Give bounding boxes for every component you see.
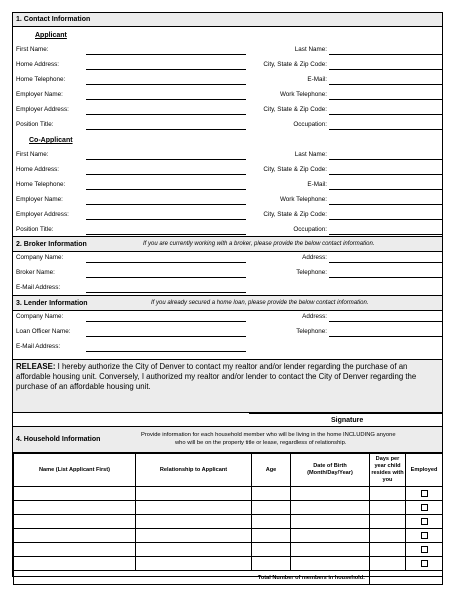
applicant-subheading: Applicant [35, 32, 67, 39]
field-label: Telephone: [296, 328, 327, 335]
application-form [12, 12, 443, 581]
table-cell[interactable] [252, 501, 291, 515]
field-input-line[interactable] [86, 54, 246, 55]
employed-checkbox[interactable] [421, 546, 428, 553]
field-label: First Name: [16, 151, 49, 158]
field-input-line[interactable] [86, 204, 246, 205]
household-table [13, 453, 443, 585]
table-cell[interactable] [291, 557, 370, 571]
table-row [14, 515, 443, 529]
field-label: E-Mail: [307, 181, 327, 188]
broker-header: 2. Broker Information [16, 241, 87, 248]
lender-note: If you already secured a home loan, please provide the below contact information. [151, 300, 369, 306]
field-input-line[interactable] [86, 351, 246, 352]
field-input-line[interactable] [86, 262, 246, 263]
field-input-line[interactable] [86, 189, 246, 190]
field-label: Work Telephone: [279, 196, 327, 203]
broker-header-band [13, 236, 442, 252]
field-label: Loan Officer Name: [16, 328, 71, 335]
field-input-line[interactable] [329, 219, 442, 220]
field-label: Address: [302, 313, 327, 320]
table-cell[interactable] [14, 515, 136, 529]
field-input-line[interactable] [329, 234, 442, 235]
field-input-line[interactable] [329, 54, 442, 55]
release-title: RELEASE: [16, 362, 56, 371]
table-cell[interactable] [291, 501, 370, 515]
table-cell[interactable] [252, 543, 291, 557]
signature-label: Signature [331, 417, 364, 424]
field-label: Employer Name: [16, 91, 63, 98]
table-row [14, 557, 443, 571]
field-input-line[interactable] [86, 129, 246, 130]
field-label: E-Mail Address: [16, 284, 61, 291]
field-input-line[interactable] [86, 114, 246, 115]
field-label: Home Telephone: [16, 181, 66, 188]
field-label: Position Title: [16, 121, 54, 128]
field-input-line[interactable] [329, 99, 442, 100]
household-note-line1: Provide information for each household member who will be living in the home INCLUDING anyone [141, 432, 396, 438]
field-input-line[interactable] [329, 129, 442, 130]
table-cell[interactable] [136, 529, 252, 543]
employed-checkbox[interactable] [421, 560, 428, 567]
employed-checkbox[interactable] [421, 490, 428, 497]
field-label: City, State & Zip Code: [263, 211, 327, 218]
release-text-block [16, 362, 441, 392]
household-column-header: Relationship to Applicant [136, 454, 252, 487]
field-input-line[interactable] [329, 69, 442, 70]
employed-checkbox[interactable] [421, 504, 428, 511]
table-cell[interactable] [136, 501, 252, 515]
table-cell[interactable] [370, 529, 406, 543]
table-cell[interactable] [14, 557, 136, 571]
contact-header: 1. Contact Information [16, 16, 91, 23]
table-cell[interactable] [136, 487, 252, 501]
field-label: Occupation: [293, 121, 327, 128]
table-row [14, 501, 443, 515]
table-cell[interactable] [291, 515, 370, 529]
field-label: Home Address: [16, 61, 60, 68]
total-label: Total Number of members in household: [14, 571, 370, 585]
field-label: Last Name: [294, 151, 327, 158]
field-label: Employer Name: [16, 196, 63, 203]
field-label: Position Title: [16, 226, 54, 233]
table-cell[interactable] [14, 487, 136, 501]
table-cell[interactable] [291, 529, 370, 543]
table-cell[interactable] [136, 543, 252, 557]
field-label: Address: [302, 254, 327, 261]
field-input-line[interactable] [329, 321, 442, 322]
table-cell[interactable] [291, 543, 370, 557]
household-note-line2: who will be on the property title or lease, regardless of relationship. [175, 440, 347, 446]
household-column-header: Age [252, 454, 291, 487]
field-input-line[interactable] [329, 114, 442, 115]
field-label: First Name: [16, 46, 49, 53]
household-table-header [14, 454, 443, 487]
table-cell[interactable] [252, 529, 291, 543]
table-cell[interactable] [370, 557, 406, 571]
table-cell[interactable] [252, 515, 291, 529]
field-input-line[interactable] [86, 321, 246, 322]
household-column-header: Employed [406, 454, 443, 487]
table-cell[interactable] [252, 557, 291, 571]
field-input-line[interactable] [86, 159, 246, 160]
employed-checkbox[interactable] [421, 518, 428, 525]
employed-cell[interactable] [406, 543, 443, 557]
contact-header-band [13, 13, 442, 27]
field-input-line[interactable] [86, 219, 246, 220]
household-column-header: Date of Birth (Month/Day/Year) [291, 454, 370, 487]
table-cell[interactable] [252, 487, 291, 501]
table-row [14, 529, 443, 543]
table-row [14, 487, 443, 501]
field-input-line[interactable] [329, 84, 442, 85]
field-label: Last Name: [294, 46, 327, 53]
field-input-line[interactable] [86, 292, 246, 293]
field-label: Company Name: [16, 254, 64, 261]
field-input-line[interactable] [329, 204, 442, 205]
employed-cell[interactable] [406, 529, 443, 543]
table-row [14, 543, 443, 557]
total-value-cell[interactable] [370, 571, 443, 585]
field-input-line[interactable] [86, 234, 246, 235]
field-input-line[interactable] [329, 336, 442, 337]
table-cell[interactable] [370, 501, 406, 515]
household-header: 4. Household Information [16, 436, 101, 443]
field-label: Company Name: [16, 313, 64, 320]
employed-cell[interactable] [406, 515, 443, 529]
field-label: Telephone: [296, 269, 327, 276]
field-label: E-Mail: [307, 76, 327, 83]
employed-checkbox[interactable] [421, 532, 428, 539]
field-input-line[interactable] [329, 277, 442, 278]
field-label: City, State & Zip Code: [263, 61, 327, 68]
table-cell[interactable] [370, 543, 406, 557]
field-input-line[interactable] [86, 99, 246, 100]
total-row [14, 571, 443, 585]
field-label: Broker Name: [16, 269, 55, 276]
table-cell[interactable] [14, 529, 136, 543]
field-input-line[interactable] [86, 277, 246, 278]
employed-cell[interactable] [406, 557, 443, 571]
table-cell[interactable] [14, 543, 136, 557]
household-header-band [13, 426, 442, 453]
field-input-line[interactable] [86, 336, 246, 337]
field-label: E-Mail Address: [16, 343, 61, 350]
household-column-header: Days per year child resides with you [370, 454, 406, 487]
broker-note: If you are currently working with a broker, please provide the below contact information. [143, 241, 375, 247]
employed-cell[interactable] [406, 487, 443, 501]
field-label: Home Telephone: [16, 76, 66, 83]
table-cell[interactable] [370, 515, 406, 529]
household-column-header: Name (List Applicant First) [14, 454, 136, 487]
field-input-line[interactable] [329, 189, 442, 190]
field-input-line[interactable] [329, 174, 442, 175]
employed-cell[interactable] [406, 501, 443, 515]
field-input-line[interactable] [86, 69, 246, 70]
lender-header: 3. Lender Information [16, 300, 88, 307]
table-cell[interactable] [291, 487, 370, 501]
lender-header-band [13, 295, 442, 311]
release-text: I hereby authorize the City of Denver to contact my realtor and/or lender regarding the purchase of an affordable housing unit. Conversely, I authorized my realtor and/or lender to contact the City of Denver regarding the purchase of an affordable housing unit. [16, 362, 417, 391]
field-input-line[interactable] [86, 84, 246, 85]
field-label: City, State & Zip Code: [263, 106, 327, 113]
field-label: Home Address: [16, 166, 60, 173]
table-cell[interactable] [136, 515, 252, 529]
table-cell[interactable] [14, 501, 136, 515]
field-label: Occupation: [293, 226, 327, 233]
field-label: Work Telephone: [279, 91, 327, 98]
field-label: Employer Address: [16, 106, 69, 113]
table-cell[interactable] [370, 487, 406, 501]
field-input-line[interactable] [329, 159, 442, 160]
field-label: Employer Address: [16, 211, 69, 218]
field-input-line[interactable] [86, 174, 246, 175]
table-cell[interactable] [136, 557, 252, 571]
signature-line[interactable] [249, 413, 442, 414]
coapplicant-subheading: Co-Applicant [29, 137, 73, 144]
field-input-line[interactable] [329, 262, 442, 263]
field-label: City, State & Zip Code: [263, 166, 327, 173]
